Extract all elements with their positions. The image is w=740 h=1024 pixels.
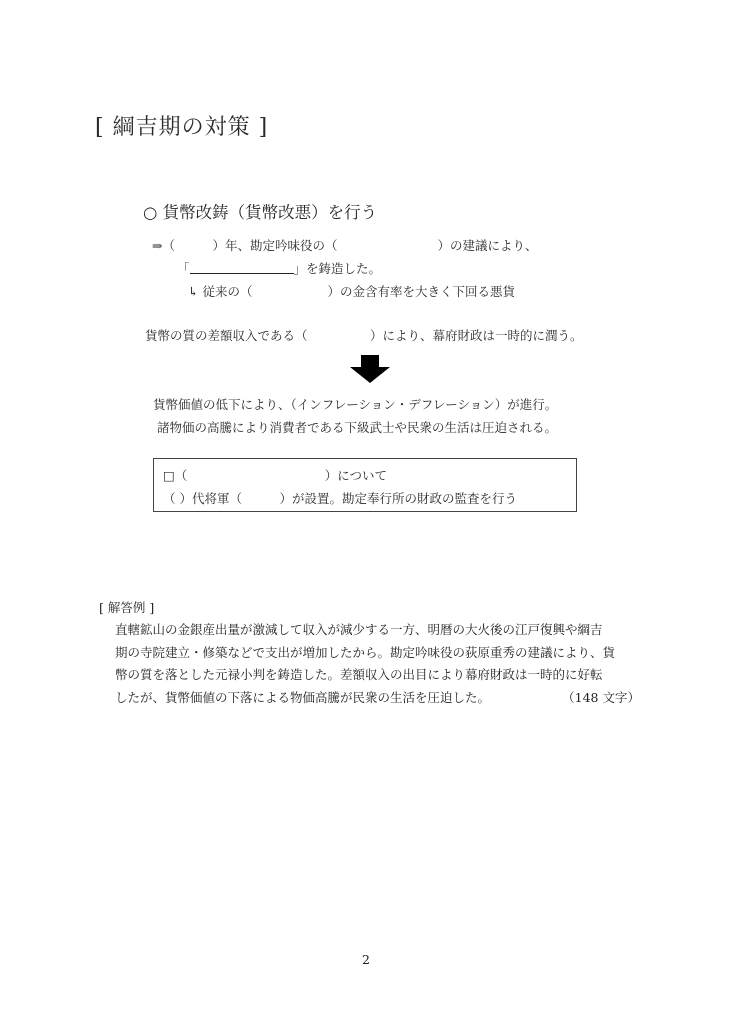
note-box-line-1: □（ ）について: [163, 468, 388, 483]
section-heading: ○ 貨幣改鋳（貨幣改悪）を行う: [143, 203, 378, 222]
char-count: （148 文字）: [562, 689, 640, 705]
answer-line: したが、貨幣価値の下落による物価高騰が民衆の生活を圧迫した。: [115, 689, 491, 705]
answer-body: [115, 619, 640, 709]
down-arrow-icon: [350, 355, 390, 383]
fill-in-line-year-proposal: ⇒（ ）年、勘定吟味役の（ ）の建議により、: [152, 238, 538, 253]
fill-in-line-coin: [177, 259, 381, 277]
price-rise-line: 諸物価の高騰により消費者である下級武士や民衆の生活は圧迫される。: [157, 420, 558, 435]
page-number: 2: [362, 952, 370, 967]
page-title: [ 綱吉期の対策 ]: [95, 115, 269, 140]
note-box-line-2: （ ）代将軍（ ）が設置。勘定奉行所の財政の監査を行う: [163, 491, 517, 506]
fill-in-line-gold-content: ↳ 従来の（ ）の金含有率を大きく下回る悪貨: [188, 284, 515, 299]
answer-heading: [ 解答例 ]: [99, 600, 155, 615]
open-bracket: 「: [177, 261, 190, 276]
answer-line-last: [115, 687, 640, 710]
answer-blank-underline: [190, 261, 294, 274]
answer-line: 幣の質を落とした元禄小判を鋳造した。差額収入の出目により幕府財政は一時的に好転: [115, 667, 603, 682]
answer-line: 直轄鉱山の金銀産出量が激減して収入が減少する一方、明暦の大火後の江戸復興や綱吉: [115, 622, 603, 637]
inflation-line: 貨幣価値の低下により、（インフレーション・デフレーション）が進行。: [153, 397, 558, 412]
line-suffix: 」を鋳造した。: [293, 261, 382, 276]
fill-in-line-profit: 貨幣の質の差額収入である（ ）により、幕府財政は一時的に潤う。: [145, 328, 583, 343]
answer-line: 期の寺院建立・修築などで支出が増加したから。勘定吟味役の荻原重秀の建議により、貨: [115, 644, 616, 660]
